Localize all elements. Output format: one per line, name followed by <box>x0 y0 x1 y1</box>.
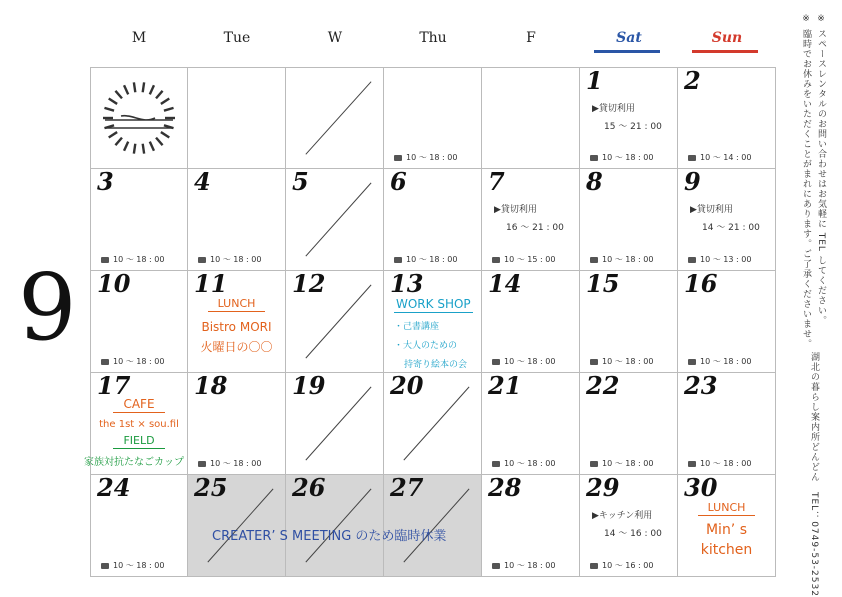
closed-day-slash <box>286 373 383 474</box>
cafe-title: CAFE <box>113 397 164 413</box>
weekday-4: F <box>526 30 536 46</box>
opening-hours <box>394 152 457 163</box>
calendar-day-cell[interactable] <box>188 169 286 271</box>
closed-note: CREATER’ S MEETING のため臨時休業 <box>212 529 447 544</box>
workshop-item: ・己書講座 <box>394 322 440 332</box>
opening-hours <box>101 254 164 265</box>
rental-label: ▶キッチン利用 <box>592 511 653 521</box>
weekday-1: Tue <box>223 30 251 46</box>
cup-icon <box>101 257 109 263</box>
dondon-logo-icon <box>99 78 179 158</box>
cup-icon <box>101 359 109 365</box>
workshop-title: WORK SHOP <box>396 297 471 311</box>
calendar-day-cell[interactable] <box>90 475 188 577</box>
day-number: 8 <box>586 167 603 196</box>
note-rental: ※ スペースレンタルのお問い合わせはお気軽に TEL してください。 <box>816 14 826 326</box>
opening-hours-text: 10 ～ 13 : 00 <box>700 255 752 264</box>
cup-icon <box>492 359 500 365</box>
cup-icon <box>198 461 206 467</box>
day-number: 5 <box>292 167 309 196</box>
day-number: 25 <box>194 473 228 502</box>
cafe-name: the 1st × sou.fil <box>99 419 179 430</box>
calendar-day-cell[interactable] <box>580 271 678 373</box>
calendar-day-cell[interactable] <box>482 67 580 169</box>
cup-icon <box>688 359 696 365</box>
calendar-day-cell[interactable] <box>286 169 384 271</box>
month-number: 9 <box>18 254 77 361</box>
lunch-title: LUNCH <box>698 501 756 516</box>
day-number: 4 <box>194 167 211 196</box>
day-number: 20 <box>390 371 424 400</box>
opening-hours <box>590 560 653 571</box>
opening-hours <box>590 356 653 367</box>
day-number: 13 <box>390 269 424 298</box>
lunch-place-1: Min’ s <box>705 522 748 538</box>
lunch-place-2: kitchen <box>700 542 753 558</box>
opening-hours <box>492 560 555 571</box>
calendar-day-cell[interactable] <box>678 67 776 169</box>
day-number: 9 <box>684 167 701 196</box>
cup-icon <box>590 359 598 365</box>
calendar-day-cell[interactable] <box>482 169 580 271</box>
calendar-day-cell[interactable] <box>286 373 384 475</box>
opening-hours <box>394 254 457 265</box>
day-number: 29 <box>586 473 620 502</box>
sunday-underline <box>692 50 758 53</box>
opening-hours <box>101 560 164 571</box>
calendar-day-cell[interactable] <box>580 475 678 577</box>
calendar-day-cell[interactable] <box>90 271 188 373</box>
opening-hours-text: 10 ～ 18 : 00 <box>113 357 165 366</box>
calendar-day-cell[interactable] <box>678 373 776 475</box>
lunch-place-1: Bistro MORI <box>201 320 272 334</box>
workshop-item: ・大人のための <box>394 341 458 351</box>
rental-time: 14 ～ 16 : 00 <box>604 529 662 539</box>
cup-icon <box>590 155 598 161</box>
rental-info <box>592 507 662 543</box>
day-number: 28 <box>488 473 522 502</box>
venue-contact: 湖北の暮らし案内所どんどん TEL：0749-53-2532 <box>809 352 819 597</box>
cup-icon <box>688 461 696 467</box>
cup-icon <box>590 257 598 263</box>
day-number: 15 <box>586 269 620 298</box>
calendar-day-cell[interactable] <box>84 371 188 475</box>
opening-hours-text: 10 ～ 18 : 00 <box>504 459 556 468</box>
opening-hours <box>198 254 261 265</box>
calendar-day-cell[interactable] <box>482 475 580 577</box>
lunch-event <box>678 501 775 558</box>
calendar-day-cell[interactable] <box>384 67 482 169</box>
day-number: 14 <box>488 269 522 298</box>
day-number: 16 <box>684 269 718 298</box>
day-number: 7 <box>488 167 505 196</box>
day-number: 24 <box>97 473 131 502</box>
opening-hours-text: 10 ～ 18 : 00 <box>602 459 654 468</box>
day-number: 11 <box>194 269 228 298</box>
workshop-event <box>394 297 473 370</box>
rental-label: ▶貸切利用 <box>592 104 635 114</box>
calendar-day-cell[interactable] <box>384 169 482 271</box>
lunch-place-2: 火曜日の〇〇 <box>200 340 273 354</box>
calendar-day-cell[interactable] <box>580 67 678 169</box>
opening-hours-text: 10 ～ 16 : 00 <box>602 561 654 570</box>
opening-hours-text: 10 ～ 18 : 00 <box>406 153 458 162</box>
opening-hours <box>492 254 555 265</box>
opening-hours <box>688 254 751 265</box>
day-number: 2 <box>684 66 701 95</box>
opening-hours <box>492 458 555 469</box>
day-number: 6 <box>390 167 407 196</box>
weekday-5: Sat <box>616 30 642 46</box>
day-number: 18 <box>194 371 228 400</box>
field-title: FIELD <box>113 434 164 449</box>
cup-icon <box>492 461 500 467</box>
day-number: 3 <box>97 167 114 196</box>
cup-icon <box>688 257 696 263</box>
day-number: 19 <box>292 371 326 400</box>
cup-icon <box>492 563 500 569</box>
opening-hours <box>590 458 653 469</box>
field-name: 家族対抗たなごカップ <box>84 457 184 468</box>
rental-time: 14 ～ 21 : 00 <box>702 223 760 233</box>
opening-hours-text: 10 ～ 18 : 00 <box>602 153 654 162</box>
rental-info <box>592 100 662 136</box>
rental-info <box>494 201 564 237</box>
weekday-6: Sun <box>711 30 743 46</box>
calendar-day-cell[interactable] <box>678 475 776 577</box>
cup-icon <box>590 461 598 467</box>
cup-icon <box>688 155 696 161</box>
calendar-day-cell[interactable] <box>580 373 678 475</box>
opening-hours <box>101 356 164 367</box>
day-number: 23 <box>684 371 718 400</box>
opening-hours <box>688 152 751 163</box>
day-number: 12 <box>292 269 326 298</box>
calendar-day-cell[interactable] <box>90 67 188 169</box>
opening-hours-text: 10 ～ 18 : 00 <box>602 357 654 366</box>
rental-label: ▶貸切利用 <box>690 205 733 215</box>
day-number: 22 <box>586 371 620 400</box>
lunch-event <box>188 297 285 355</box>
cup-icon <box>394 257 402 263</box>
calendar-day-cell[interactable] <box>286 67 384 169</box>
cup-icon <box>198 257 206 263</box>
calendar-day-cell[interactable] <box>286 271 384 373</box>
calendar-day-cell[interactable] <box>384 373 482 475</box>
calendar-day-cell[interactable] <box>678 169 776 271</box>
opening-hours-text: 10 ～ 18 : 00 <box>210 255 262 264</box>
day-number: 26 <box>292 473 326 502</box>
cup-icon <box>492 257 500 263</box>
closed-day-slash <box>286 169 383 270</box>
cup-icon <box>590 563 598 569</box>
day-number: 30 <box>684 473 718 502</box>
opening-hours <box>590 254 653 265</box>
opening-hours-text: 10 ～ 18 : 00 <box>504 561 556 570</box>
opening-hours <box>492 356 555 367</box>
cup-icon <box>101 563 109 569</box>
cup-icon <box>394 155 402 161</box>
opening-hours <box>688 356 751 367</box>
calendar-day-cell[interactable] <box>90 169 188 271</box>
weekday-2: W <box>327 30 343 46</box>
opening-hours-text: 10 ～ 18 : 00 <box>113 255 165 264</box>
opening-hours <box>688 458 751 469</box>
calendar-day-cell[interactable] <box>188 271 286 373</box>
rental-time: 16 ～ 21 : 00 <box>506 223 564 233</box>
note-holiday: ※ 臨時でお休みをいただくことがまれにあります。ご了承くださいませ。 <box>801 14 811 349</box>
day-number: 21 <box>488 371 522 400</box>
workshop-item: 持寄り絵本の会 <box>404 360 468 370</box>
day-number: 10 <box>97 269 131 298</box>
opening-hours <box>590 152 653 163</box>
calendar-day-cell[interactable] <box>580 169 678 271</box>
calendar-day-cell[interactable] <box>188 67 286 169</box>
opening-hours-text: 10 ～ 18 : 00 <box>210 459 262 468</box>
closed-day-slash <box>384 373 481 474</box>
opening-hours-text: 10 ～ 18 : 00 <box>504 357 556 366</box>
opening-hours-text: 10 ～ 18 : 00 <box>113 561 165 570</box>
weekday-3: Thu <box>419 30 447 46</box>
rental-time: 15 ～ 21 : 00 <box>604 122 662 132</box>
day-number: 17 <box>97 371 131 400</box>
calendar-day-cell[interactable] <box>678 271 776 373</box>
calendar-day-cell[interactable] <box>188 373 286 475</box>
day-number: 1 <box>586 66 603 95</box>
opening-hours <box>198 458 261 469</box>
rental-info <box>690 201 760 237</box>
opening-hours-text: 10 ～ 18 : 00 <box>700 459 752 468</box>
calendar-grid <box>84 66 774 577</box>
weekday-0: M <box>131 30 147 46</box>
opening-hours-text: 10 ～ 15 : 00 <box>504 255 556 264</box>
calendar-day-cell[interactable] <box>482 271 580 373</box>
opening-hours-text: 10 ～ 14 : 00 <box>700 153 752 162</box>
opening-hours-text: 10 ～ 18 : 00 <box>602 255 654 264</box>
closed-day-slash <box>286 68 383 168</box>
calendar-day-cell[interactable] <box>384 271 482 373</box>
rental-label: ▶貸切利用 <box>494 205 537 215</box>
calendar-day-cell[interactable] <box>482 373 580 475</box>
opening-hours-text: 10 ～ 18 : 00 <box>406 255 458 264</box>
saturday-underline <box>594 50 660 53</box>
cafe-event <box>84 397 187 468</box>
opening-hours-text: 10 ～ 18 : 00 <box>700 357 752 366</box>
day-number: 27 <box>390 473 424 502</box>
lunch-title: LUNCH <box>208 297 266 312</box>
closed-day-slash <box>286 271 383 372</box>
